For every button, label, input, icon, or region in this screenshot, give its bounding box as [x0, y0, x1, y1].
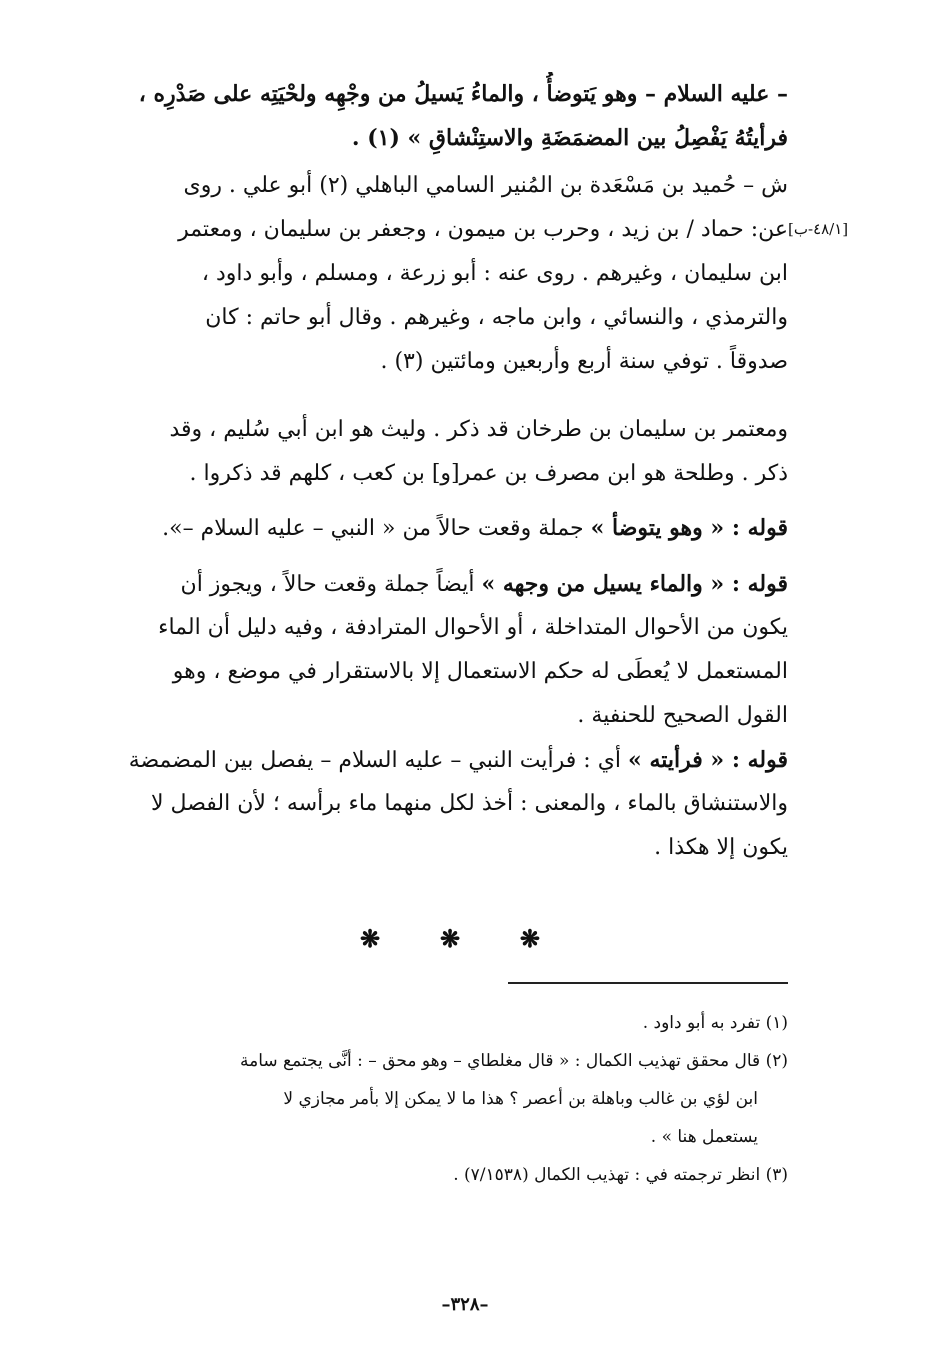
margin-reference: [٤٨/١-ب]	[788, 220, 849, 238]
star-ornament: ❋	[360, 924, 381, 953]
paragraph-line: عن: حماد / بن زيد ، وحرب بن ميمون ، وجعفر بن سليمان ، ومعتمر	[178, 217, 788, 242]
hadith-text	[100, 72, 788, 160]
commentary-paragraph	[100, 738, 788, 870]
paragraph-line: ش – حُميد بن مَسْعَدة بن المُنير السامي الباهلي (٢) أبو علي . روى	[183, 173, 788, 198]
star-ornament: ❋	[439, 924, 461, 953]
quote-rest: أي : فرأيت النبي – عليه السلام – يفصل بين المضمضة	[128, 748, 629, 773]
paragraph-line: ابن سليمان ، وغيرهم . روى عنه : أبو زرعة ، ومسلم ، وأبو داود ،	[201, 261, 788, 286]
footnote-divider	[508, 982, 788, 984]
footnote-1: (١) تفرد به أبو داود .	[642, 1013, 788, 1033]
star-ornament: ❋	[519, 924, 540, 953]
quote-lead: قوله : « وهو يتوضأ »	[590, 515, 788, 541]
paragraph-line: القول الصحيح للحنفية .	[577, 703, 788, 728]
section-separator	[360, 924, 540, 953]
paragraph-line: صدوقاً . توفي سنة أربع وأربعين ومائتين (٣) .	[380, 349, 788, 374]
paragraph-line	[100, 562, 788, 606]
commentary-paragraph	[100, 506, 788, 550]
paragraph-line: يكون من الأحوال المتداخلة ، أو الأحوال المترادفة ، وفيه دليل أن الماء	[158, 615, 788, 640]
paragraph-line: ذكر . وطلحة هو ابن مصرف بن عمر[و] بن كعب ، كلهم قد ذكروا .	[189, 461, 788, 486]
quote-lead: قوله : « والماء يسيل من وجهه »	[481, 571, 788, 597]
paragraph-line: يكون إلا هكذا .	[654, 835, 788, 860]
page-number: –٣٢٨–	[441, 1294, 489, 1315]
quote-rest: جملة وقعت حالاً من « النبي – عليه السلام –».	[162, 516, 591, 541]
paragraph-line	[100, 738, 788, 782]
commentary-paragraph	[100, 562, 788, 738]
footnotes	[100, 1004, 788, 1194]
biography-paragraph	[100, 164, 788, 384]
hadith-line: فرأيتُهُ يَفْصِلُ بين المضمَضَةِ والاستِنْشاقِ » (١) .	[351, 125, 788, 151]
paragraph-line: والاستنشاق بالماء ، والمعنى : أخذ لكل منهما ماء برأسه ؛ لأن الفصل لا	[151, 791, 788, 816]
paragraph-line: المستعمل لا يُعطَى له حكم الاستعمال إلا بالاستقرار في موضع ، وهو	[172, 659, 788, 684]
footnote-2: (٢) قال محقق تهذيب الكمال : « قال مغلطاي – وهو محق – : أنَّى يجتمع سامة	[239, 1051, 788, 1071]
quote-lead: قوله : « فرأيته »	[628, 747, 788, 773]
narrators-paragraph	[100, 408, 788, 496]
footnote-3: (٣) انظر ترجمته في : تهذيب الكمال (٧/١٥٣٨) .	[453, 1165, 788, 1185]
paragraph-line: والترمذي ، والنسائي ، وابن ماجه ، وغيرهم . وقال أبو حاتم : كان	[205, 305, 788, 330]
paragraph-line	[100, 506, 788, 550]
quote-rest: أيضاً جملة وقعت حالاً ، ويجوز أن	[180, 572, 482, 597]
footnote-2-continued: ابن لؤي بن غالب وباهلة بن أعصر ؟ هذا ما لا يمكن إلا بأمر مجازي لا	[283, 1089, 758, 1109]
footnote-2-continued: يستعمل هنا » .	[650, 1127, 758, 1147]
paragraph-line: ومعتمر بن سليمان بن طرخان قد ذكر . وليث هو ابن أبي سُليم ، وقد	[169, 417, 788, 442]
hadith-line: – عليه السلام – وهو يَتوضأُ ، والماءُ يَسيلُ من وجْهِه ولحْيَتِه على صَدْرِه ،	[138, 81, 788, 107]
